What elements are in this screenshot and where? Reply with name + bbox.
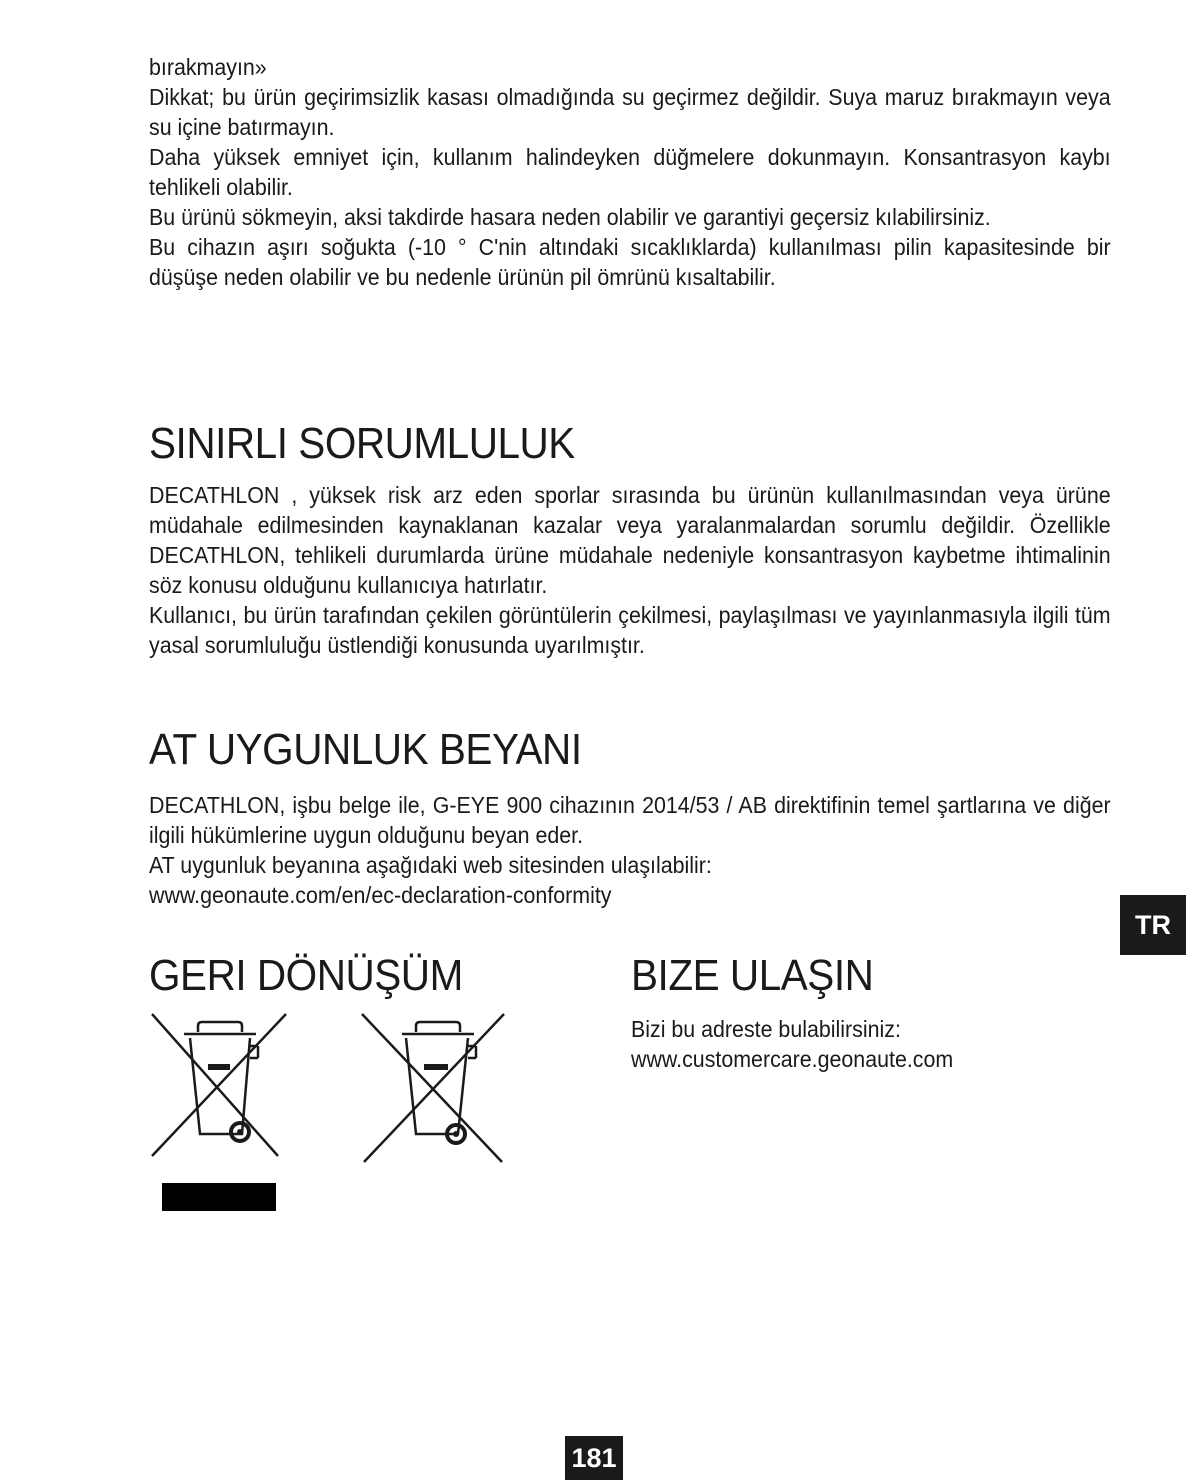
liability-heading: SINIRLI SORUMLULUK	[149, 419, 575, 468]
liability-paragraph-2: Kullanıcı, bu ürün tarafından çekilen görüntülerin çekilmesi, paylaşılması ve yayınlanmasıyla ilgili tüm yasal sorumluluğu üstlendiği konusunda uyarılmıştır.	[149, 602, 1111, 658]
warnings-section	[149, 52, 1111, 292]
ec-declaration-section	[149, 790, 1111, 910]
ec-declaration-url: www.geonaute.com/en/ec-declaration-conformity	[149, 882, 612, 908]
warning-paragraph-safety: Daha yüksek emniyet için, kullanım halindeyken düğmelere dokunmayın. Konsantrasyon kaybı tehlikeli olabilir.	[149, 144, 1111, 200]
weee-black-bar	[162, 1183, 276, 1211]
warning-paragraph-continued: bırakmayın»	[149, 54, 267, 80]
contact-section	[631, 1014, 1111, 1074]
contact-heading: BIZE ULAŞIN	[631, 951, 874, 1000]
ec-declaration-paragraph: DECATHLON, işbu belge ile, G-EYE 900 cihazının 2014/53 / AB direktifinin temel şartlarına ve diğer ilgili hükümlerine uygun olduğunu beyan eder.	[149, 792, 1111, 848]
recycling-heading: GERI DÖNÜŞÜM	[149, 951, 463, 1000]
page-number: 181	[565, 1436, 623, 1480]
liability-section	[149, 480, 1111, 660]
contact-url: www.customercare.geonaute.com	[631, 1046, 954, 1072]
liability-paragraph-1: DECATHLON , yüksek risk arz eden sporlar sırasında bu ürünün kullanılmasından veya ürüne müdahale edilmesinden kaynaklanan kazalar veya yaralanmalardan sorumlu değildir. Özellikle DECATHLON, tehlikeli durumlarda ürüne müdahale nedeniyle konsantrasyon kaybetme ihtimalinin söz konusu olduğunu kullanıcıya hatırlatır.	[149, 482, 1111, 598]
contact-intro: Bizi bu adreste bulabilirsiniz:	[631, 1016, 901, 1042]
crossed-out-wheelie-bin-icon	[150, 1012, 290, 1162]
warning-paragraph-waterproof: Dikkat; bu ürün geçirimsizlik kasası olmadığında su geçirmez değildir. Suya maruz bırakmayın veya su içine batırmayın.	[149, 84, 1111, 140]
warning-paragraph-disassembly: Bu ürünü sökmeyin, aksi takdirde hasara neden olabilir ve garantiyi geçersiz kılabilirsiniz.	[149, 204, 991, 230]
crossed-out-wheelie-bin-icon	[358, 1012, 508, 1164]
warning-paragraph-cold: Bu cihazın aşırı soğukta (-10 ° C'nin altındaki sıcaklıklarda) kullanılması pilin kapasitesinde bir düşüşe neden olabilir ve bu nedenle ürünün pil ömrünü kısaltabilir.	[149, 234, 1111, 290]
ec-declaration-link-intro: AT uygunluk beyanına aşağıdaki web sitesinden ulaşılabilir:	[149, 852, 712, 878]
ec-declaration-heading: AT UYGUNLUK BEYANI	[149, 725, 582, 774]
language-tab: TR	[1120, 895, 1186, 955]
